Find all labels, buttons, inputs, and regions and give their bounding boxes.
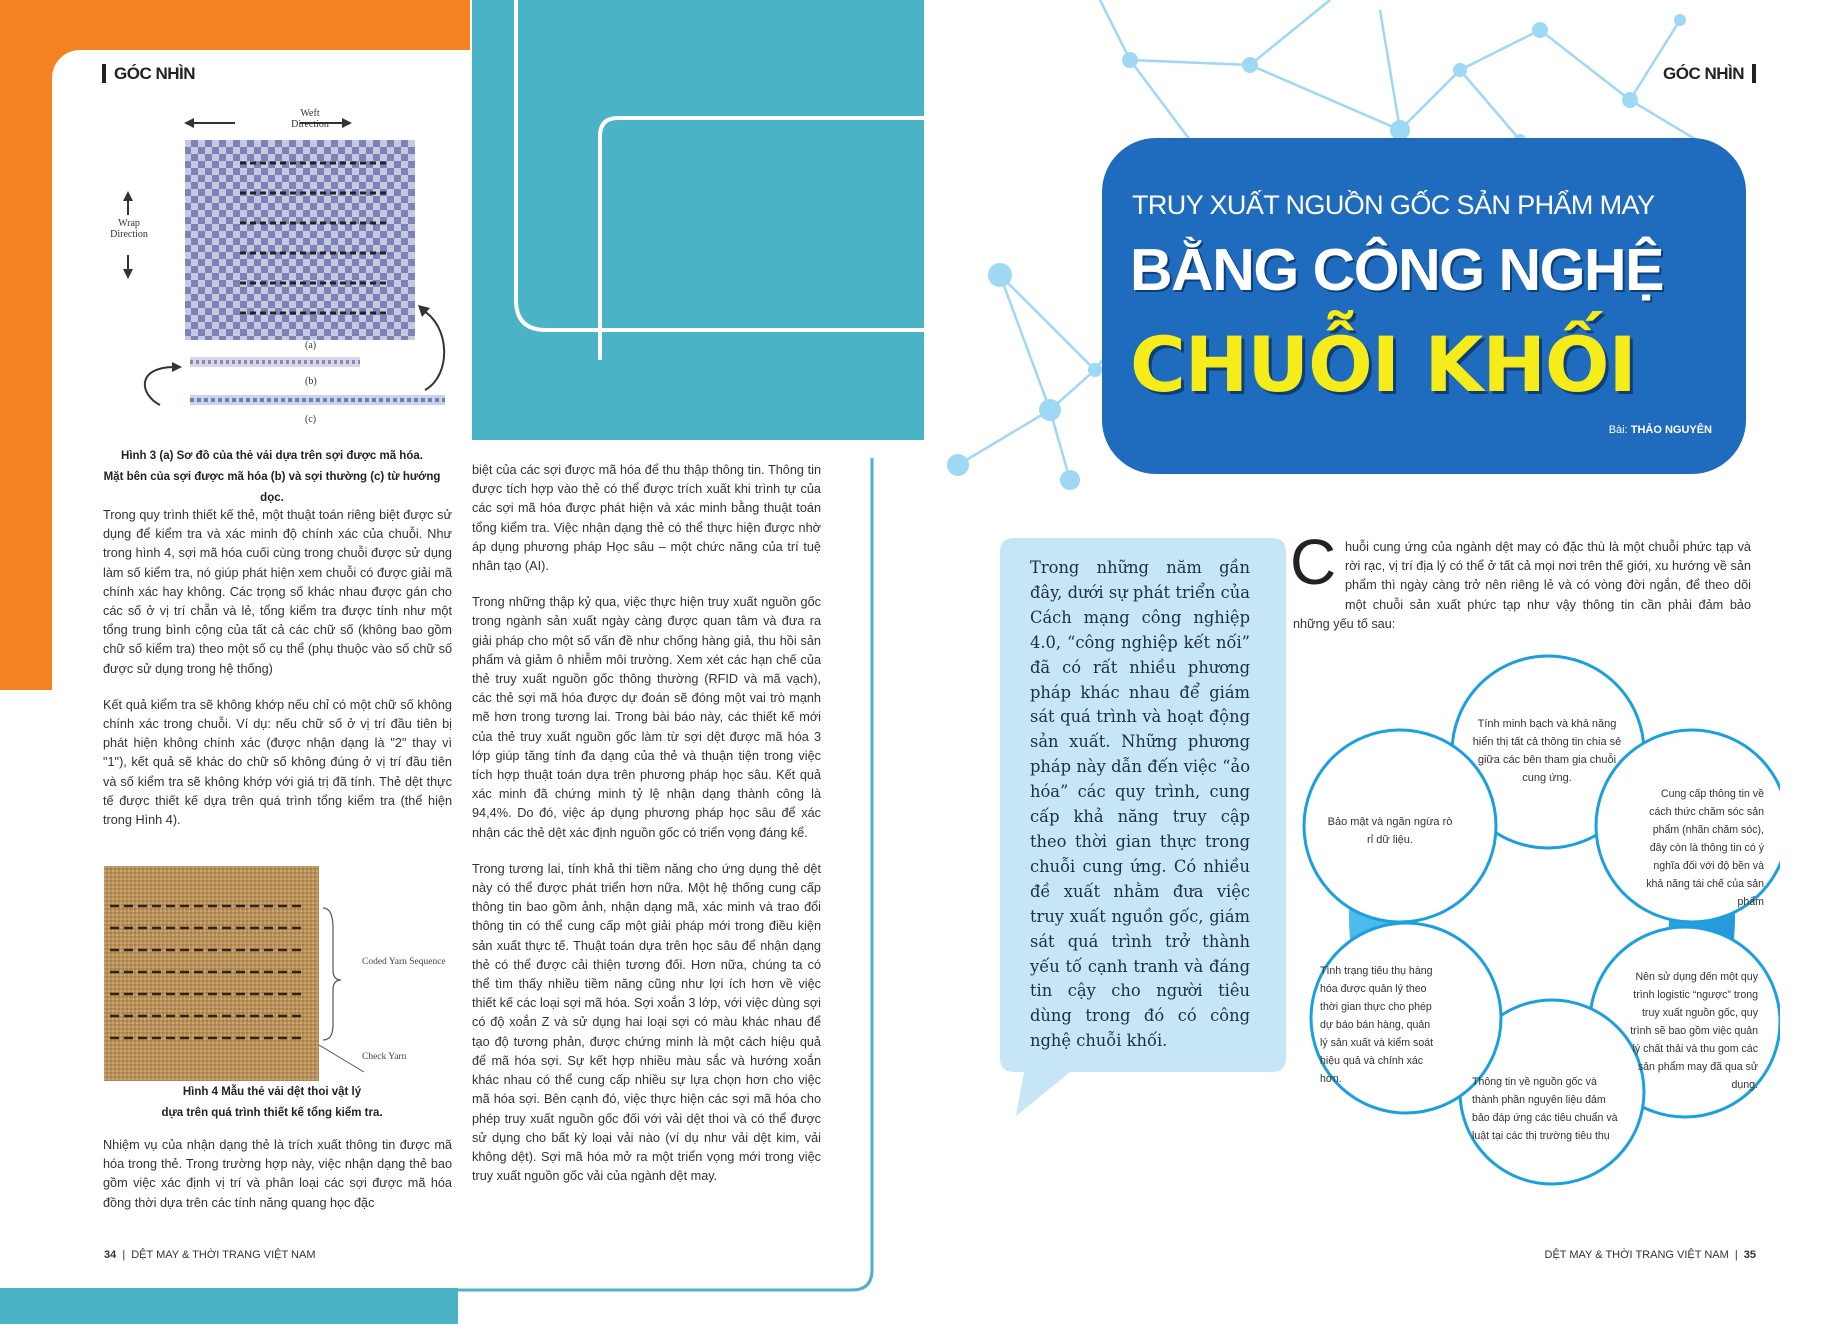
col1-paragraph: Nhiệm vụ của nhận dạng thẻ là trích xuất thông tin được mã hóa trong thẻ. Trong trường hợp này, việc nhận dạng thẻ bao gồm việc xác định vị trí và phân loại các sợi được mã hóa đồng thời dựa trên các tính năng quang học đặc	[103, 1138, 452, 1210]
pull-quote: Trong những năm gần đây, dưới sự phát triển của Cách mạng công nghiệp 4.0, “công nghiệp kết nối” đã có rất nhiều phương pháp khác nhau để giám sát quá trình và hoạt động sản xuất. Những phương pháp này dẫn đến việc “ảo hóa” các quy trình, cung cấp khả năng truy cập theo thời gian thực trong chuỗi cung ứng. Có nhiều đề xuất nhằm đưa việc truy xuất nguồn gốc, giám sát quá trình trở thành yếu tố cạnh tranh và đáng tin cậy cho người tiêu dùng trong đó có công nghệ chuỗi khối.	[1030, 558, 1250, 1051]
title-line-2: BẰNG CÔNG NGHỆ	[1130, 237, 1663, 303]
bubble-transparency: Tính minh bạch và khả năng hiển thị tất cả thông tin chia sẻ giữa các bên tham gia chuỗi cung ứng.	[1472, 718, 1622, 784]
bubble-care-info: Cung cấp thông tin về cách thức chăm sóc sản phẩm (nhãn chăm sóc), đây còn là thông tin có ý nghĩa đối với độ bền và khả năng tái chế của sản phẩm	[1646, 788, 1764, 908]
figure4-caption: Hình 4 Mẫu thẻ vải dệt thoi vật lý dựa trên quá trình thiết kế tổng kiểm tra.	[161, 1086, 383, 1119]
title-line-3: CHUỖI KHỐI	[1130, 320, 1636, 409]
bubble-reverse-logistics: Nên sử dụng đến một quy trình logistic “ngược” trong truy xuất nguồn gốc, quy trình sẽ bao gồm việc quản lý chất thải và thu gom các sản phẩm may đã qua sử dụng.	[1630, 971, 1758, 1091]
check-yarn-label: Check Yarn	[362, 1052, 407, 1062]
title-line-1: TRUY XUẤT NGUỒN GỐC SẢN PHẨM MAY	[1132, 190, 1655, 220]
coded-yarn-label: Coded Yarn Sequence	[362, 957, 446, 967]
figure3-label-a: (a)	[305, 340, 317, 351]
left-column-1-bottom	[103, 1136, 452, 1230]
figure3-caption: Hình 3 (a) Sơ đồ của thẻ vải dựa trên sợi được mã hóa. Mặt bên của sợi được mã hóa (b) và sợi thường (c) từ hướng dọc.	[103, 450, 441, 504]
warp-direction-label: Wrap Direction	[110, 218, 148, 240]
byline: Bài: THẢO NGUYÊN	[1608, 424, 1712, 436]
bubble-consumption-status: Tình trạng tiêu thụ hàng hóa được quản lý theo thời gian thực cho phép dự báo bán hàng, quản lý sản xuất và kiểm soát hiệu quả và chính xác hơn.	[1320, 965, 1434, 1085]
col2-paragraph: Trong tương lai, tính khả thi tiềm năng cho ứng dụng thẻ dệt này có thể được phát triển hơn nữa. Một hệ thống cung cấp thông tin bao gồm ảnh, nhận dạng mã, xác minh và trao đổi thông tin có thể cung cấp một giải pháp mới trong điều kiện sản xuất thực tế. Thuật toán dựa trên học sâu để nhận dạng thẻ có thể được cải thiện tương đối. Hơn nữa, chúng ta có thể tìm thấy nhiều tiềm năng cũng như lợi ích hơn về việc thiết kế các loại sợi mã hóa. Sợi xoắn 3 lớp, với việc dùng sợi có độ xoắn Z và sử dụng hai loại sợi có màu khác nhau để tạo độ tương phản, được chứng minh là một cách hiệu quả để mã hóa sợi. Sự kết hợp nhiều màu sắc và hướng xoắn khác nhau có thể cung cấp nhiều sự lựa chọn hơn cho việc mã hóa sợi. Bên cạnh đó, việc thực hiện các sợi mã hóa cho phép truy xuất nguồn gốc đối với vải dệt thoi và có thể được sử dụng cho bất kỳ loại vải nào (ví dụ như vải dệt kim, vải không dệt). Sợi mã hóa mở ra một triển vọng mới trong việc truy xuất nguồn gốc vải của ngành dệt may.	[472, 861, 821, 1184]
title-panel	[1102, 138, 1746, 474]
figure4-fabric-photo	[104, 866, 319, 1081]
right-footer: DỆT MAY & THỜI TRANG VIỆT NAM | 35	[1544, 1249, 1756, 1261]
weft-direction-label: Weft Direction	[291, 108, 329, 130]
figure3-diagram	[100, 105, 450, 435]
figure3-label-c: (c)	[305, 414, 317, 425]
left-footer-magazine: DỆT MAY & THỜI TRANG VIỆT NAM	[131, 1249, 316, 1261]
figure4-annotations	[319, 900, 379, 1075]
drop-cap: C	[1290, 526, 1337, 598]
left-footer: 34 | DỆT MAY & THỜI TRANG VIỆT NAM	[104, 1249, 316, 1261]
col1-paragraph: Trong quy trình thiết kế thẻ, một thuật toán riêng biệt được sử dụng để kiểm tra và xác minh độ chính xác của chuỗi. Như trong hình 4, sợi mã hóa cuối cùng trong chuỗi được sử dụng làm số kiểm tra, nó giúp phát hiện xem chuỗi có được giải mã chính xác hay không. Các trọng số khác nhau được gán cho các số ở vị trí chẵn và lẻ, tổng kiểm tra được tính như một tổng trung bình cộng của tất cả các chữ số (không bao gồm chữ số kiểm tra) theo một số cụ thể (phụ thuộc vào số chữ số được sử dụng trong hệ thống)	[103, 508, 452, 676]
right-footer-magazine: DỆT MAY & THỜI TRANG VIỆT NAM	[1544, 1249, 1729, 1261]
col1-paragraph: Kết quả kiểm tra sẽ không khớp nếu chỉ có một chữ số không chính xác trong chuỗi. Ví dụ: nếu chữ số ở vị trí đầu tiên bị phát hiện không chính xác (được nhận dạng là "2" thay vì "1"), kết quả sẽ khác do chữ số không đúng ở vị trí đầu tiên và số kiểm tra sẽ không khớp với giá trị đã tính. Thẻ dệt thực tế được thiết kế dựa trên quá trình tổng kiểm tra (thể hiện trong Hình 4).	[103, 697, 452, 828]
bubble-origin-info: Thông tin về nguồn gốc và thành phần nguyên liệu đảm bảo đáp ứng các tiêu chuẩn và luật tại các thị trường tiêu thụ	[1472, 1076, 1618, 1142]
right-section-label: GÓC NHÌN	[1663, 64, 1756, 84]
col2-paragraph: biệt của các sợi được mã hóa để thu thập thông tin. Thông tin được tích hợp vào thẻ có thể được trích xuất khi trình tự của các sợi mã hóa được phát hiện và xác minh bằng thuật toán tổng kiểm tra. Việc nhận dạng thẻ có thể thực hiện được nhờ áp dụng phương pháp Học sâu – một chức năng của trí tuệ nhân tạo (AI).	[472, 463, 821, 574]
intro-paragraph: huỗi cung ứng của ngành dệt may có đặc thù là một chuỗi phức tạp và rời rạc, vị trí địa lý có thể ở tất cả mọi nơi trên thế giới, xu hướng về sản phẩm thì ngày càng trở nên riêng lẻ và có vòng đời ngắn, để theo dõi một chuỗi sản xuất phức tạp như vậy thông tin cần phải đảm bảo những yếu tố sau:	[1293, 540, 1751, 631]
right-page-number: 35	[1743, 1249, 1756, 1261]
left-column-1	[103, 506, 452, 847]
left-page-number: 34	[104, 1249, 117, 1261]
left-column-2	[472, 461, 821, 1203]
figure3-label-b: (b)	[305, 376, 317, 387]
left-section-label: GÓC NHÌN	[102, 64, 195, 84]
bubble-data-security: Bảo mật và ngăn ngừa rò rỉ dữ liệu.	[1327, 816, 1453, 846]
col2-paragraph: Trong những thập kỷ qua, việc thực hiện truy xuất nguồn gốc trong ngành sản xuất ngày càng được quan tâm và đưa ra giải pháp cho một số vấn đề như chống hàng giả, thu hồi sản phẩm và giảm ô nhiễm môi trường. Xem xét các hạn chế của thẻ truy xuất nguồn gốc thông thường (RFID và mã vạch), các thẻ sợi mã hóa được dự đoán sẽ đóng một vai trò mạnh mẽ hơn trong tương lai. Trong bài báo này, các thiết kế mới của thẻ truy xuất nguồn gốc làm từ sợi dệt được mã hóa 3 lớp giúp tăng tính đa dạng của thẻ và thuận tiện trong việc tích hợp thuật toán dựa trên phương pháp học sâu. Kết quả xác minh đã chứng minh tỷ lệ nhận dạng thành công là 94,4%. Do đó, việc áp dụng phương pháp học sâu để xác nhận các thẻ dệt xác định nguồn gốc có triển vọng đáng kể.	[472, 595, 821, 840]
